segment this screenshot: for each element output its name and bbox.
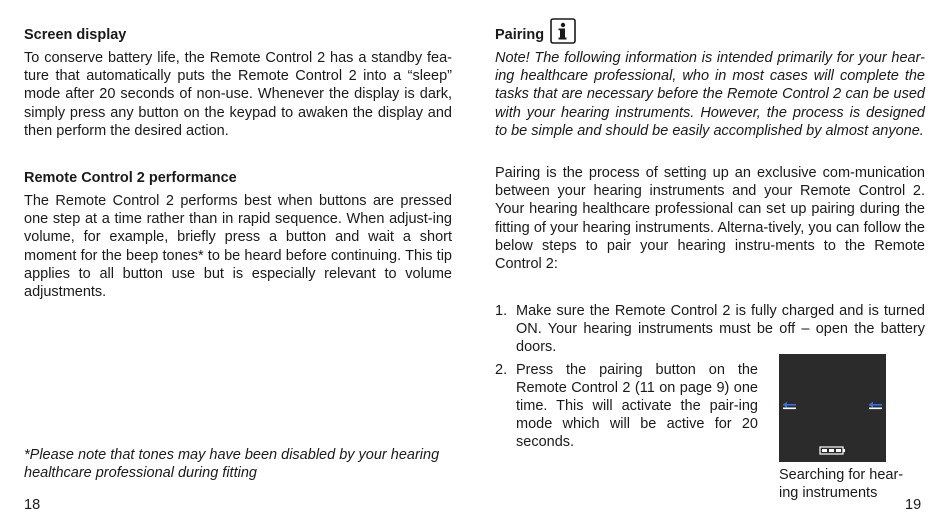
footnote: *Please note that tones may have been disabled by your hearing healthcare professional during fitting — [24, 447, 440, 482]
screen-display-body: To conserve battery life, the Remote Control 2 has a standby fea-ture that automatically puts the Remote Control 2 into a “sleep” mode after 20 seconds of non-use. Whenever the display is dark, simply press any button on the keypad to awaken the display and then perform the desired action. — [24, 50, 452, 139]
step-text: Make sure the Remote Control 2 is fully charged and is turned ON. Your hearing instruments must be off – open the battery doors. — [516, 303, 925, 356]
pairing-intro: Pairing is the process of setting up an exclusive com-munication between your hearing instruments and your Remote Control 2. Your hearing healthcare professional can set up pairing during the fitting of your hearing instruments. Alterna-tively, you can follow the below steps to pair your hearing instru-ments to the Remote Control 2: — [495, 165, 925, 273]
figure-caption: Searching for hear-ing instruments — [779, 467, 904, 502]
remote-screen-figure — [779, 354, 886, 462]
left-page — [24, 0, 452, 521]
performance-heading: Remote Control 2 performance — [24, 170, 237, 186]
step-text: Press the pairing button on the Remote Control 2 (11 on page 9) one time. This will activate the pair-ing mode which will be active for 20 seconds. — [516, 361, 758, 451]
screen-display-heading: Screen display — [24, 27, 127, 43]
step-item — [495, 302, 925, 357]
step-number: 2. — [495, 361, 508, 378]
page-number-right: 19 — [905, 497, 922, 513]
step-number: 1. — [495, 303, 508, 319]
page-number-left: 18 — [24, 497, 41, 513]
professional-note: Note! The following information is intended primarily for your hear-ing healthcare professional, who in most cases will complete the tasks that are necessary before the Remote Control 2 can be used with your hearing instruments. However, the process is designed to be simple and should be easily accomplished by almost anyone. — [495, 50, 925, 139]
arrow-pair-icon — [869, 402, 882, 410]
arrow-pair-icon — [783, 402, 796, 410]
pairing-heading: Pairing — [495, 27, 545, 43]
battery-icon — [820, 447, 845, 454]
step-item — [495, 361, 758, 452]
pairing-heading-row — [495, 17, 576, 45]
right-page — [495, 0, 925, 521]
info-icon — [550, 18, 576, 44]
performance-body: The Remote Control 2 performs best when buttons are pressed one step at a time rather than in rapid sequence. When adjust-ing volume, for example, briefly press a button and wait a short moment for the beep tones* to be heard before continuing. This tip applies to all button use but is especially relevant to volume adjustments. — [24, 193, 452, 301]
